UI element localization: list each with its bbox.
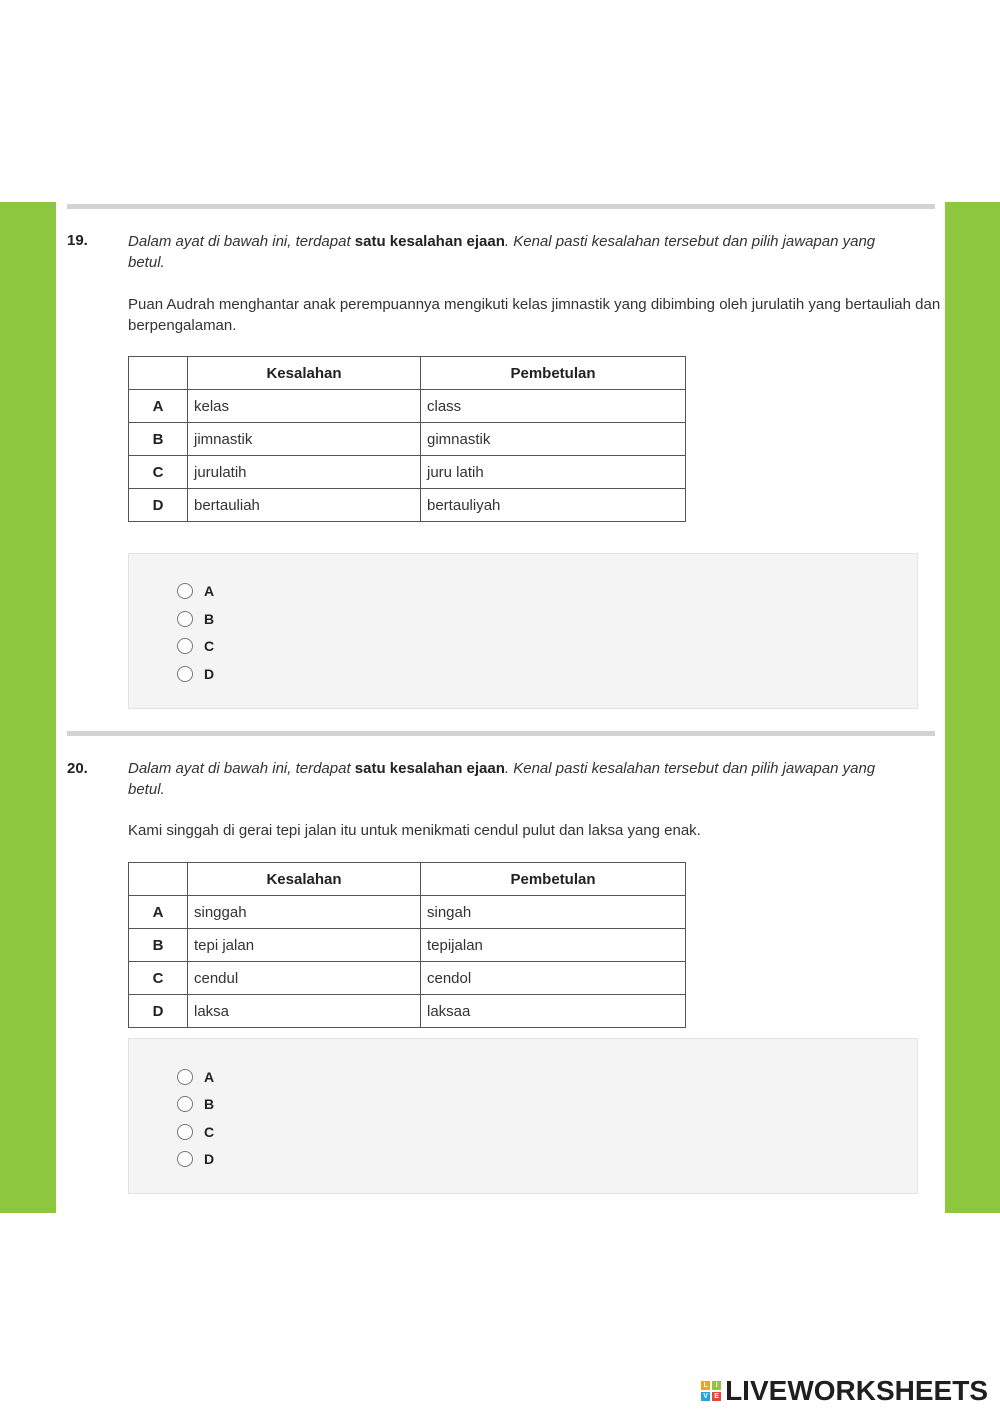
row-kesalahan: singgah (188, 896, 421, 929)
choice-label: B (204, 1096, 215, 1112)
logo-mark-icon (701, 1381, 721, 1401)
choice-c[interactable] (177, 636, 214, 656)
radio-button[interactable] (177, 1124, 193, 1140)
table-row (129, 489, 686, 522)
radio-button[interactable] (177, 1096, 193, 1112)
question-divider (67, 731, 935, 736)
row-letter: B (129, 423, 188, 456)
row-letter: D (129, 995, 188, 1028)
choice-b[interactable] (177, 1094, 214, 1114)
logo-mark-cell: I (712, 1381, 721, 1390)
row-kesalahan: tepi jalan (188, 929, 421, 962)
radio-button[interactable] (177, 1151, 193, 1167)
row-kesalahan: bertauliah (188, 489, 421, 522)
row-kesalahan: laksa (188, 995, 421, 1028)
liveworksheets-logo (701, 1375, 988, 1407)
radio-button[interactable] (177, 1069, 193, 1085)
table-row (129, 962, 686, 995)
choice-label: D (204, 666, 215, 682)
choice-a[interactable] (177, 1067, 214, 1087)
question-divider (67, 204, 935, 209)
table-header-kesalahan: Kesalahan (188, 357, 421, 390)
table-header-cell (129, 863, 188, 896)
question-sentence: Puan Audrah menghantar anak perempuannya mengikuti kelas jimnastik yang dibimbing oleh jurulatih yang bertauliah dan berpengalaman. (128, 296, 941, 334)
row-kesalahan: jimnastik (188, 423, 421, 456)
table-row (129, 456, 686, 489)
radio-button[interactable] (177, 666, 193, 682)
row-pembetulan: tepijalan (421, 929, 686, 962)
choice-d[interactable] (177, 1149, 214, 1169)
row-letter: A (129, 896, 188, 929)
question-number: 19. (67, 232, 88, 249)
answer-box (128, 1038, 918, 1194)
logo-mark-cell: L (701, 1381, 710, 1390)
table-row (129, 423, 686, 456)
question-instruction: Dalam ayat di bawah ini, terdapat satu kesalahan ejaan. Kenal pasti kesalahan tersebut dan pilih jawapan yang betul. (128, 760, 876, 798)
row-letter: C (129, 456, 188, 489)
choice-label: C (204, 638, 215, 654)
choice-a[interactable] (177, 581, 214, 601)
table-header-cell (129, 357, 188, 390)
table-header-row (129, 357, 686, 390)
radio-button[interactable] (177, 611, 193, 627)
choice-label: A (204, 583, 215, 599)
row-letter: C (129, 962, 188, 995)
row-pembetulan: gimnastik (421, 423, 686, 456)
table-header-row (129, 863, 686, 896)
left-side-bar (0, 202, 56, 1213)
row-pembetulan: cendol (421, 962, 686, 995)
choice-label: B (204, 611, 215, 627)
table-header-pembetulan: Pembetulan (421, 357, 686, 390)
choice-b[interactable] (177, 609, 214, 629)
logo-text: LIVEWORKSHEETS (725, 1375, 988, 1406)
choice-label: D (204, 1151, 215, 1167)
answer-box (128, 553, 918, 709)
row-letter: D (129, 489, 188, 522)
row-letter: B (129, 929, 188, 962)
row-pembetulan: singah (421, 896, 686, 929)
choice-c[interactable] (177, 1122, 214, 1142)
row-pembetulan: laksaa (421, 995, 686, 1028)
table-header-pembetulan: Pembetulan (421, 863, 686, 896)
choice-label: A (204, 1069, 215, 1085)
row-pembetulan: bertauliyah (421, 489, 686, 522)
row-kesalahan: kelas (188, 390, 421, 423)
radio-button[interactable] (177, 638, 193, 654)
question-instruction: Dalam ayat di bawah ini, terdapat satu kesalahan ejaan. Kenal pasti kesalahan tersebut dan pilih jawapan yang betul. (128, 233, 876, 271)
right-side-bar (945, 202, 1000, 1213)
logo-mark-cell: V (701, 1392, 710, 1401)
question-sentence: Kami singgah di gerai tepi jalan itu untuk menikmati cendul pulut dan laksa yang enak. (128, 822, 701, 839)
table-row (129, 896, 686, 929)
table-row (129, 390, 686, 423)
table-header-kesalahan: Kesalahan (188, 863, 421, 896)
radio-button[interactable] (177, 583, 193, 599)
row-kesalahan: jurulatih (188, 456, 421, 489)
row-kesalahan: cendul (188, 962, 421, 995)
row-pembetulan: juru latih (421, 456, 686, 489)
question-number: 20. (67, 760, 88, 777)
options-table (128, 356, 686, 522)
table-row (129, 995, 686, 1028)
options-table (128, 862, 686, 1028)
logo-mark-cell: E (712, 1392, 721, 1401)
choice-d[interactable] (177, 664, 214, 684)
row-letter: A (129, 390, 188, 423)
table-row (129, 929, 686, 962)
row-pembetulan: class (421, 390, 686, 423)
choice-label: C (204, 1124, 215, 1140)
